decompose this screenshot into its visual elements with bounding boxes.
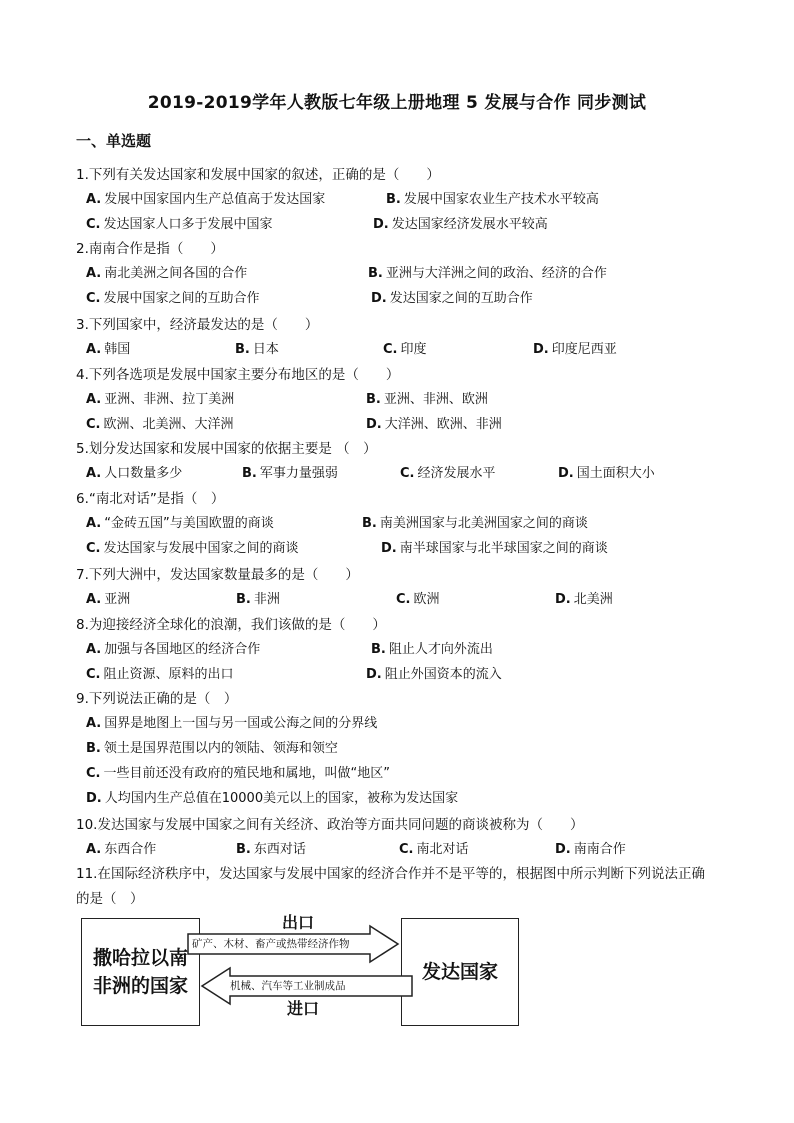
answer-option[interactable] — [86, 512, 274, 531]
option-text: 南半球国家与北半球国家之间的商谈 — [399, 541, 608, 556]
option-letter: C. — [86, 217, 101, 232]
option-letter: A. — [86, 192, 102, 207]
option-letter: A. — [86, 392, 102, 407]
export-goods: 矿产、木材、畜产或热带经济作物 — [192, 938, 350, 950]
answer-option[interactable] — [399, 838, 469, 857]
option-text: “金砖五国”与美国欧盟的商谈 — [104, 516, 274, 531]
right-box-label: 发达国家 — [421, 960, 498, 983]
option-letter: B. — [368, 266, 383, 281]
option-letter: B. — [386, 192, 401, 207]
answer-option[interactable] — [366, 413, 502, 432]
answer-option[interactable] — [368, 262, 607, 281]
option-letter: B. — [86, 741, 101, 756]
answer-option[interactable] — [558, 462, 655, 481]
answer-option[interactable] — [386, 188, 599, 207]
option-letter: A. — [86, 842, 102, 857]
option-letter: B. — [236, 592, 251, 607]
option-text: 东西合作 — [104, 842, 157, 857]
option-text: 北美洲 — [573, 592, 613, 607]
option-letter: A. — [86, 592, 102, 607]
option-text: 非洲 — [253, 592, 280, 607]
option-letter: C. — [86, 417, 101, 432]
answer-option[interactable] — [242, 462, 338, 481]
answer-option[interactable] — [86, 262, 247, 281]
answer-option[interactable] — [371, 638, 493, 657]
option-text: 一些目前还没有政府的殖民地和属地，叫做“地区” — [103, 766, 390, 781]
answer-option[interactable] — [366, 388, 488, 407]
option-text: 发展中国家国内生产总值高于发达国家 — [104, 192, 326, 207]
option-letter: C. — [396, 592, 411, 607]
option-letter: D. — [533, 342, 549, 357]
option-text: 日本 — [252, 342, 279, 357]
question-stem: 2.南南合作是指（ ） — [76, 241, 224, 257]
option-text: 阻止外国资本的流入 — [384, 667, 502, 682]
question-stem: 6.“南北对话”是指（ ） — [76, 491, 225, 507]
option-text: 人口数量多少 — [104, 466, 183, 481]
option-letter: B. — [371, 642, 386, 657]
import-goods: 机械、汽车等工业制成品 — [230, 980, 346, 992]
answer-option[interactable] — [86, 588, 130, 607]
option-letter: D. — [366, 667, 382, 682]
option-text: 阻止资源、原料的出口 — [103, 667, 234, 682]
option-letter: B. — [235, 342, 250, 357]
option-text: 南美洲国家与北美洲国家之间的商谈 — [379, 516, 588, 531]
option-letter: A. — [86, 716, 102, 731]
option-text: 军事力量强弱 — [259, 466, 338, 481]
option-letter: B. — [236, 842, 251, 857]
question-stem: 5.划分发达国家和发展中国家的依据主要是 （ ） — [76, 441, 377, 457]
left-box-line1: 撒哈拉以南 — [92, 946, 188, 969]
answer-option[interactable] — [371, 287, 533, 306]
answer-option[interactable] — [396, 588, 440, 607]
answer-option[interactable] — [383, 338, 427, 357]
option-text: 国土面积大小 — [576, 466, 655, 481]
option-text: 南北对话 — [416, 842, 469, 857]
option-letter: D. — [381, 541, 397, 556]
answer-option[interactable] — [236, 588, 280, 607]
answer-option[interactable] — [400, 462, 496, 481]
option-letter: B. — [242, 466, 257, 481]
answer-option[interactable] — [86, 287, 260, 306]
option-text: 南南合作 — [573, 842, 626, 857]
question-stem: 9.下列说法正确的是（ ） — [76, 691, 238, 707]
option-text: 欧洲、北美洲、大洋洲 — [103, 417, 234, 432]
option-letter: B. — [362, 516, 377, 531]
option-letter: C. — [383, 342, 398, 357]
option-text: 亚洲与大洋洲之间的政治、经济的合作 — [385, 266, 607, 281]
option-letter: B. — [366, 392, 381, 407]
option-letter: C. — [86, 291, 101, 306]
option-letter: C. — [399, 842, 414, 857]
option-letter: C. — [86, 766, 101, 781]
question-stem: 7.下列大洲中，发达国家数量最多的是（ ） — [76, 567, 359, 583]
question-stem: 1.下列有关发达国家和发展中国家的叙述，正确的是（ ） — [76, 167, 440, 183]
option-text: 发展中国家之间的互助合作 — [103, 291, 260, 306]
answer-option[interactable] — [86, 712, 377, 731]
option-text: 发达国家经济发展水平较高 — [391, 217, 548, 232]
question-stem: 的是（ ） — [76, 891, 144, 907]
option-text: 亚洲、非洲、欧洲 — [383, 392, 488, 407]
option-text: 印度 — [400, 342, 427, 357]
option-letter: D. — [366, 417, 382, 432]
option-text: 领土是国界范围以内的领陆、领海和领空 — [103, 741, 338, 756]
option-text: 印度尼西亚 — [551, 342, 617, 357]
option-text: 加强与各国地区的经济合作 — [104, 642, 261, 657]
option-text: 南北美洲之间各国的合作 — [104, 266, 248, 281]
left-box-line2: 非洲的国家 — [92, 975, 188, 997]
question-stem: 4.下列各选项是发展中国家主要分布地区的是（ ） — [76, 367, 400, 383]
option-text: 发达国家人口多于发展中国家 — [103, 217, 273, 232]
option-letter: A. — [86, 466, 102, 481]
section-heading: 一、单选题 — [76, 132, 152, 150]
answer-option[interactable] — [86, 338, 130, 357]
export-label: 出口 — [282, 913, 315, 932]
page-title: 2019-2019学年人教版七年级上册地理 5 发展与合作 同步测试 — [147, 93, 647, 113]
option-letter: D. — [86, 791, 102, 806]
answer-option[interactable] — [236, 838, 306, 857]
option-text: 大洋洲、欧洲、非洲 — [384, 417, 502, 432]
answer-option[interactable] — [533, 338, 617, 357]
option-text: 阻止人才向外流出 — [388, 642, 493, 657]
option-letter: C. — [86, 667, 101, 682]
option-letter: C. — [400, 466, 415, 481]
import-label: 进口 — [287, 999, 320, 1018]
option-text: 亚洲 — [104, 592, 131, 607]
option-text: 经济发展水平 — [417, 466, 496, 481]
answer-option[interactable] — [86, 537, 299, 556]
answer-option[interactable] — [86, 762, 390, 781]
answer-option[interactable] — [366, 663, 502, 682]
option-letter: D. — [555, 842, 571, 857]
answer-option[interactable] — [86, 462, 182, 481]
option-text: 亚洲、非洲、拉丁美洲 — [104, 392, 235, 407]
answer-option[interactable] — [86, 663, 234, 682]
answer-option[interactable] — [86, 787, 458, 806]
answer-option[interactable] — [86, 638, 260, 657]
option-text: 发达国家与发展中国家之间的商谈 — [103, 541, 299, 556]
option-text: 人均国内生产总值在10000美元以上的国家，被称为发达国家 — [104, 791, 459, 806]
option-letter: D. — [371, 291, 387, 306]
answer-option[interactable] — [86, 388, 234, 407]
question-stem: 8.为迎接经济全球化的浪潮，我们该做的是（ ） — [76, 617, 386, 633]
answer-option[interactable] — [86, 413, 234, 432]
option-letter: A. — [86, 342, 102, 357]
answer-option[interactable] — [381, 537, 608, 556]
answer-option[interactable] — [373, 213, 548, 232]
answer-option[interactable] — [86, 838, 156, 857]
option-letter: D. — [558, 466, 574, 481]
option-letter: A. — [86, 642, 102, 657]
option-text: 韩国 — [104, 342, 131, 357]
answer-option[interactable] — [362, 512, 588, 531]
option-text: 国界是地图上一国与另一国或公海之间的分界线 — [104, 716, 378, 731]
answer-option[interactable] — [555, 838, 626, 857]
option-text: 发展中国家农业生产技术水平较高 — [403, 192, 599, 207]
option-letter: D. — [373, 217, 389, 232]
option-letter: D. — [555, 592, 571, 607]
answer-option[interactable] — [555, 588, 613, 607]
option-text: 欧洲 — [413, 592, 440, 607]
answer-option[interactable] — [235, 338, 279, 357]
answer-option[interactable] — [86, 213, 273, 232]
option-letter: A. — [86, 516, 102, 531]
question-stem: 11.在国际经济秩序中，发达国家与发展中国家的经济合作并不是平等的，根据图中所示判断下列说法正确 — [76, 866, 705, 882]
option-text: 东西对话 — [253, 842, 306, 857]
answer-option[interactable] — [86, 737, 338, 756]
option-letter: C. — [86, 541, 101, 556]
option-letter: A. — [86, 266, 102, 281]
question-stem: 3.下列国家中，经济最发达的是（ ） — [76, 317, 319, 333]
option-text: 发达国家之间的互助合作 — [389, 291, 533, 306]
answer-option[interactable] — [86, 188, 325, 207]
question-stem: 10.发达国家与发展中国家之间有关经济、政治等方面共同问题的商谈被称为（ ） — [76, 817, 584, 833]
